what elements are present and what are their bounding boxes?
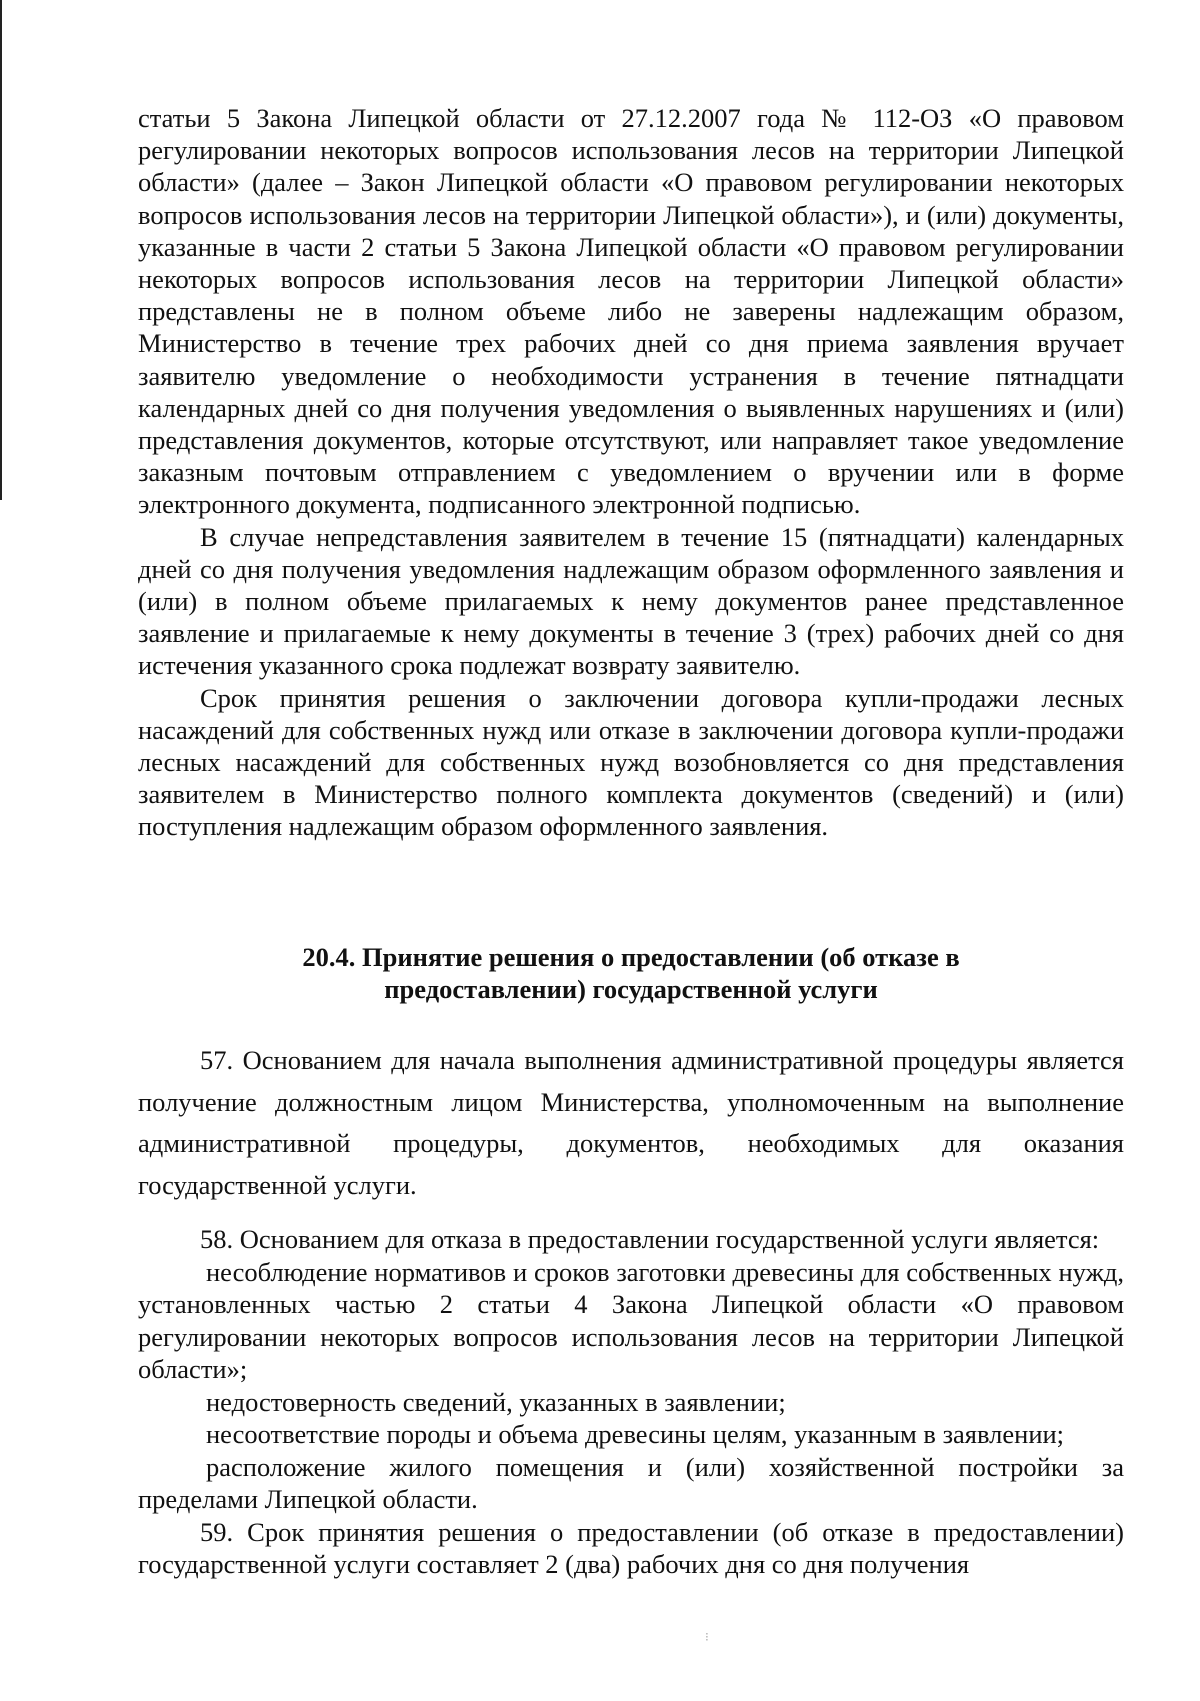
paragraph-continuation: статьи 5 Закона Липецкой области от 27.12.2007 года № 112-ОЗ «О правовом регулировании некоторых вопросов использования лесов на территории Липецкой области» (далее – Закон Липецкой области «О правовом регулировании некоторых вопросов использования лесов на территории Липецкой области»), и (или) документы, указанные в части 2 статьи 5 Закона Липецкой области «О правовом регулировании некоторых вопросов использования лесов на территории Липецкой области» представлены не в полном объеме либо не заверены надлежащим образом, Министерство в течение трех рабочих дней со дня приема заявления вручает заявителю уведомление о необходимости устранения в течение пятнадцати календарных дней со дня получения уведомления о выявленных нарушениях и (или) представления документов, которые отсутствуют, или направляет такое уведомление заказным почтовым отправлением с уведомлением о вручении или в форме электронного документа, подписанного электронной подписью. — [138, 103, 1124, 520]
refusal-ground-unreliable: недостоверность сведений, указанных в заявлении; — [206, 1386, 786, 1417]
heading-line-1: 20.4. Принятие решения о предоставлении (об отказе в — [302, 942, 960, 972]
refusal-ground-location: расположение жилого помещения и (или) хозяйственной постройки за пределами Липецкой области. — [138, 1451, 1124, 1514]
paragraph-item-59: 59. Срок принятия решения о предоставлении (об отказе в предоставлении) государственной услуги составляет 2 (два) рабочих дня со дня получения — [138, 1516, 1124, 1579]
page-footer-mark-icon: ⁝ — [705, 1630, 709, 1644]
scan-edge-shadow — [0, 0, 2, 500]
section-heading-20-4 — [138, 941, 1124, 1005]
paragraph-item-58: 58. Основанием для отказа в предоставлении государственной услуги является: — [200, 1224, 1100, 1254]
text-block-items-58-59 — [138, 1223, 1124, 1581]
paragraph-non-submission: В случае непредставления заявителем в течение 15 (пятнадцати) календарных дней со дня получения уведомления надлежащим образом оформленного заявления и (или) в полном объеме прилагаемых к нему документов ранее представленное заявление и прилагаемые к нему документы в течение 3 (трех) рабочих дней со дня истечения указанного срока подлежат возврату заявителю. — [138, 521, 1124, 681]
paragraph-item-57: 57. Основанием для начала выполнения административной процедуры является получение должностным лицом Министерства, уполномоченным на выполнение административной процедуры, документов, необходимых для оказания государственной услуги. — [138, 1045, 1124, 1200]
heading-line-2: предоставлении) государственной услуги — [384, 974, 878, 1004]
refusal-ground-standards: несоблюдение нормативов и сроков заготовки древесины для собственных нужд, установленных частью 2 статьи 4 Закона Липецкой области «О правовом регулировании некоторых вопросов использования лесов на территории Липецкой области»; — [138, 1256, 1124, 1384]
text-block-item-57 — [138, 1040, 1124, 1206]
text-block-top — [138, 102, 1124, 843]
paragraph-decision-term: Срок принятия решения о заключении договора купли-продажи лесных насаждений для собственных нужд или отказе в заключении договора купли-продажи лесных насаждений для собственных нужд возобновляется со дня представления заявителем в Министерство полного комплекта документов (сведений) и (или) поступления надлежащим образом оформленного заявления. — [138, 682, 1124, 842]
refusal-ground-mismatch: несоответствие породы и объема древесины целям, указанным в заявлении; — [206, 1419, 1065, 1449]
